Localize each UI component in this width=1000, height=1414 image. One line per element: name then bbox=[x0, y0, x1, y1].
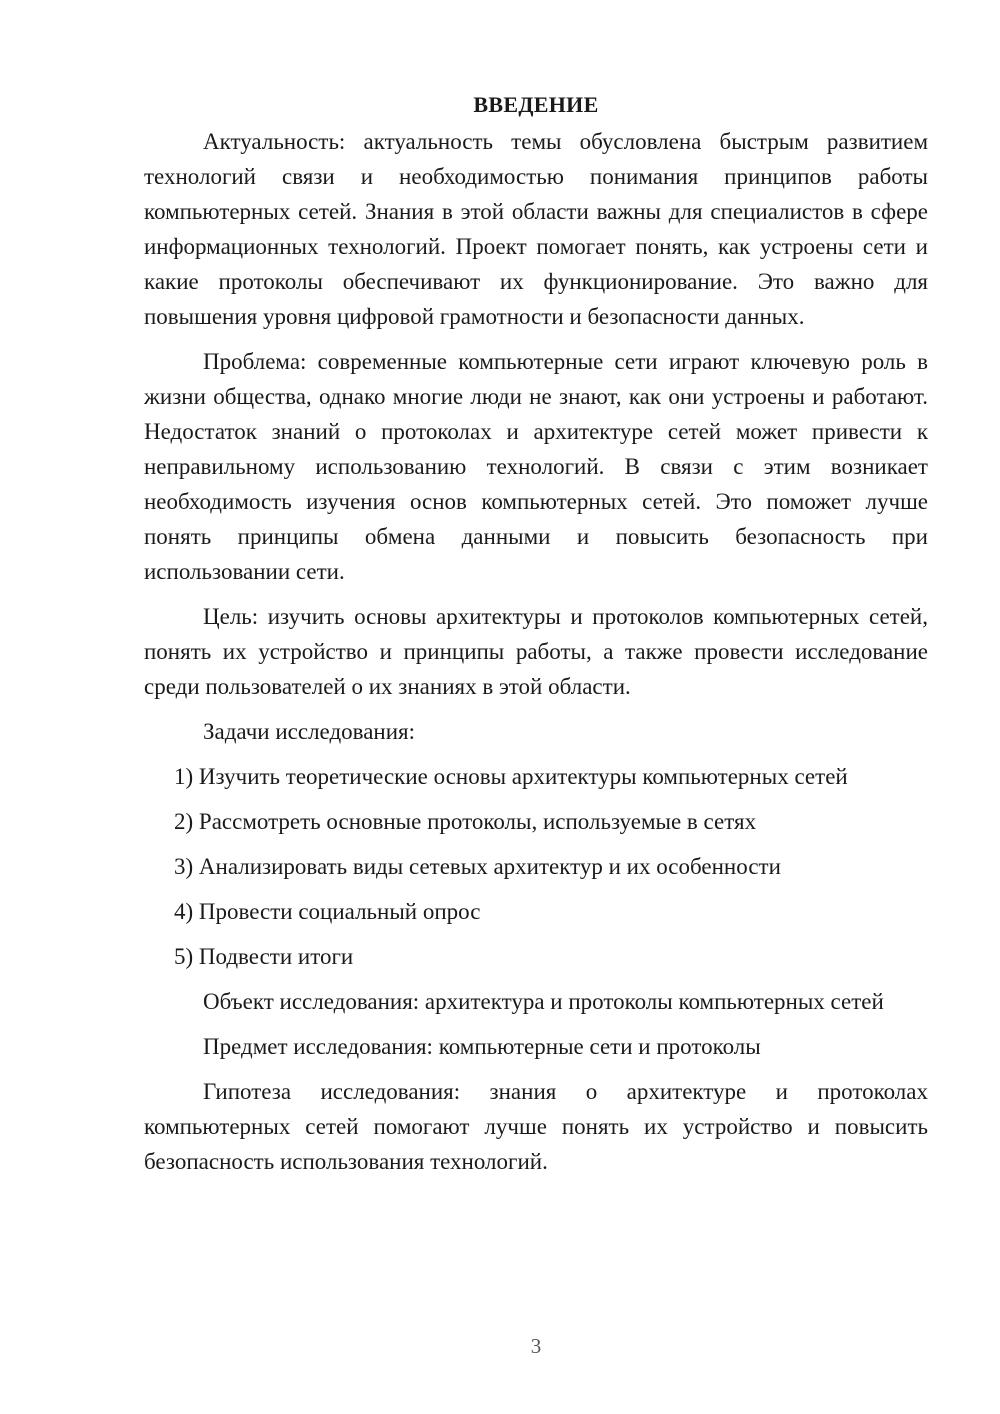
problem-paragraph: Проблема: современные компьютерные сети играют ключевую роль в жизни общества, однако многие люди не знают, как они устроены и работают. Недостаток знаний о протоколах и архитектуре сетей может привести к неправильному использованию технологий. В связи с этим возникает необходимость изучения основ компьютерных сетей. Это поможет лучше понять принципы обмена данными и повысить безопасность при использовании сети. bbox=[144, 349, 928, 585]
list-item: 2) Рассмотреть основные протоколы, используемые в сетях bbox=[174, 809, 757, 835]
subject-paragraph: Предмет исследования: компьютерные сети и протоколы bbox=[203, 1034, 761, 1060]
list-item: 3) Анализировать виды сетевых архитектур и их особенности bbox=[174, 854, 781, 880]
tasks-heading: Задачи исследования: bbox=[203, 719, 416, 745]
object-paragraph: Объект исследования: архитектура и протоколы компьютерных сетей bbox=[203, 989, 884, 1015]
hypothesis-paragraph: Гипотеза исследования: знания о архитектуре и протоколах компьютерных сетей помогают лучше понять их устройство и повысить безопасность использования технологий. bbox=[144, 1079, 928, 1175]
list-item: 4) Провести социальный опрос bbox=[174, 899, 481, 925]
goal-paragraph: Цель: изучить основы архитектуры и протоколов компьютерных сетей, понять их устройство и принципы работы, а также провести исследование среди пользователей о их знаниях в этой области. bbox=[144, 604, 928, 700]
tasks-list bbox=[144, 759, 928, 974]
list-item: 1) Изучить теоретические основы архитектуры компьютерных сетей bbox=[174, 764, 848, 790]
page-number: 3 bbox=[530, 1334, 542, 1358]
document-page bbox=[144, 92, 928, 1179]
page-title: ВВЕДЕНИЕ bbox=[473, 92, 599, 117]
list-item: 5) Подвести итоги bbox=[174, 944, 354, 970]
relevance-paragraph: Актуальность: актуальность темы обусловлена быстрым развитием технологий связи и необходимостью понимания принципов работы компьютерных сетей. Знания в этой области важны для специалистов в сфере информационных технологий. Проект помогает понять, как устроены сети и какие протоколы обеспечивают их функционирование. Это важно для повышения уровня цифровой грамотности и безопасности данных. bbox=[144, 129, 928, 330]
